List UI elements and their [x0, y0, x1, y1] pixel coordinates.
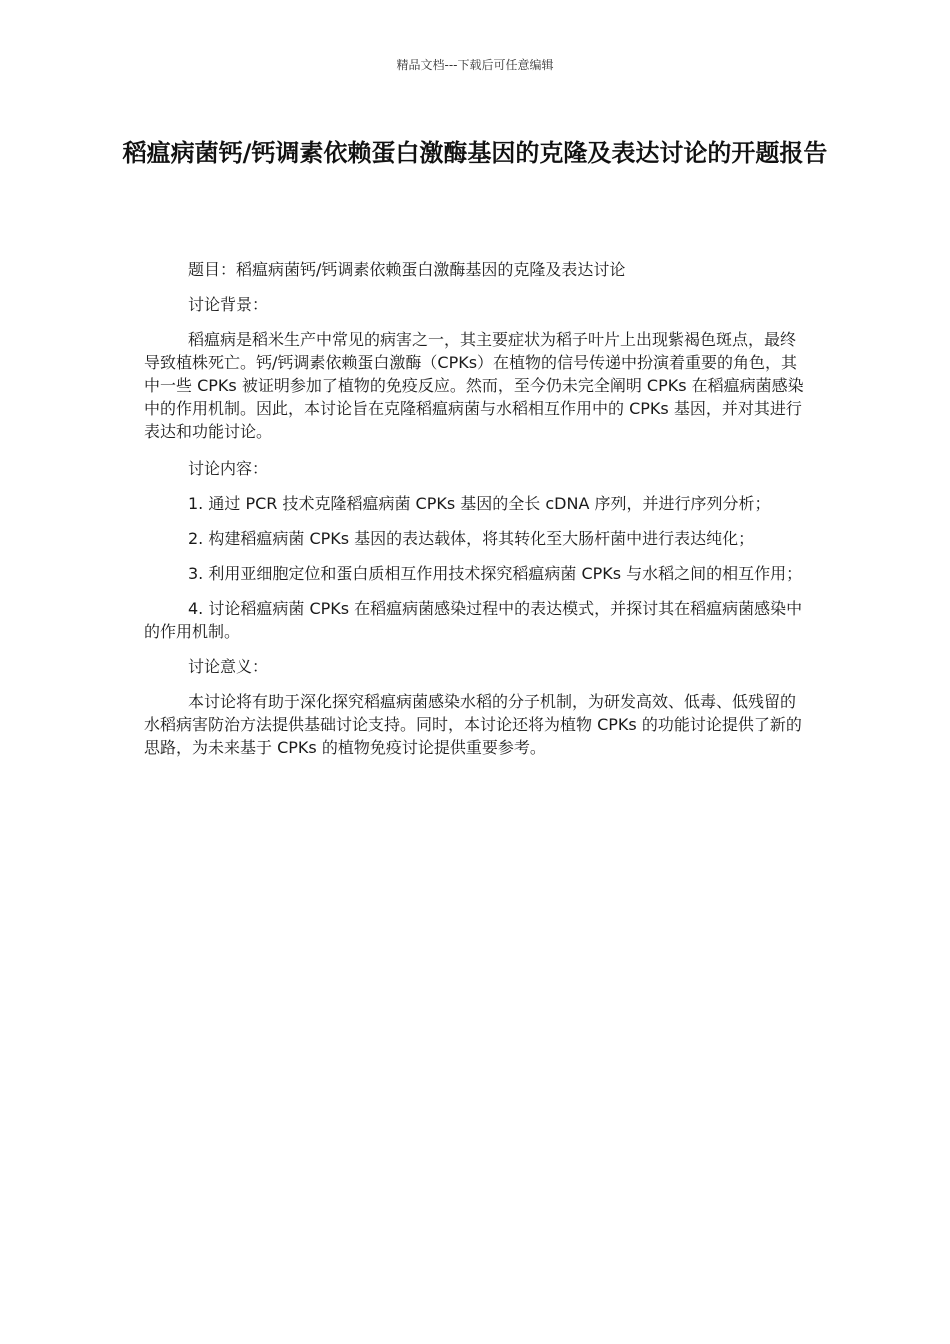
background-heading: 讨论背景：: [188, 295, 269, 314]
content-item: 1. 通过 PCR 技术克隆稻瘟病菌 CPKs 基因的全长 cDNA 序列，并进行序列分析；: [188, 494, 771, 513]
content-heading: 讨论内容：: [188, 459, 269, 478]
significance-paragraph: 本讨论将有助于深化探究稻瘟病菌感染水稻的分子机制，为研发高效、低毒、低残留的水稻病害防治方法提供基础讨论支持。同时，本讨论还将为植物 CPKs 的功能讨论提供了新的思路，为未来基于 CPKs 的植物免疫讨论提供重要参考。: [144, 692, 802, 757]
page-header: 精品文档---下载后可任意编辑: [396, 58, 554, 72]
document-body: [144, 258, 808, 773]
topic-line: 题目：稻瘟病菌钙/钙调素依赖蛋白激酶基因的克隆及表达讨论: [188, 260, 626, 279]
content-item: 4. 讨论稻瘟病菌 CPKs 在稻瘟病菌感染过程中的表达模式，并探讨其在稻瘟病菌感染中的作用机制。: [144, 599, 803, 641]
significance-heading: 讨论意义：: [188, 657, 269, 676]
content-item: 2. 构建稻瘟病菌 CPKs 基因的表达载体，将其转化至大肠杆菌中进行表达纯化；: [188, 529, 755, 548]
background-paragraph: 稻瘟病是稻米生产中常见的病害之一，其主要症状为稻子叶片上出现紫褐色斑点，最终导致植株死亡。钙/钙调素依赖蛋白激酶（CPKs）在植物的信号传递中扮演着重要的角色，其中一些 CPKs 被证明参加了植物的免疫反应。然而，至今仍未完全阐明 CPKs 在稻瘟病菌感染中的作用机制。因此，本讨论旨在克隆稻瘟病菌与水稻相互作用中的 CPKs 基因，并对其进行表达和功能讨论。: [144, 330, 804, 441]
document-title: 稻瘟病菌钙/钙调素依赖蛋白激酶基因的克隆及表达讨论的开题报告: [122, 139, 828, 167]
content-item: 3. 利用亚细胞定位和蛋白质相互作用技术探究稻瘟病菌 CPKs 与水稻之间的相互作用；: [188, 564, 803, 583]
